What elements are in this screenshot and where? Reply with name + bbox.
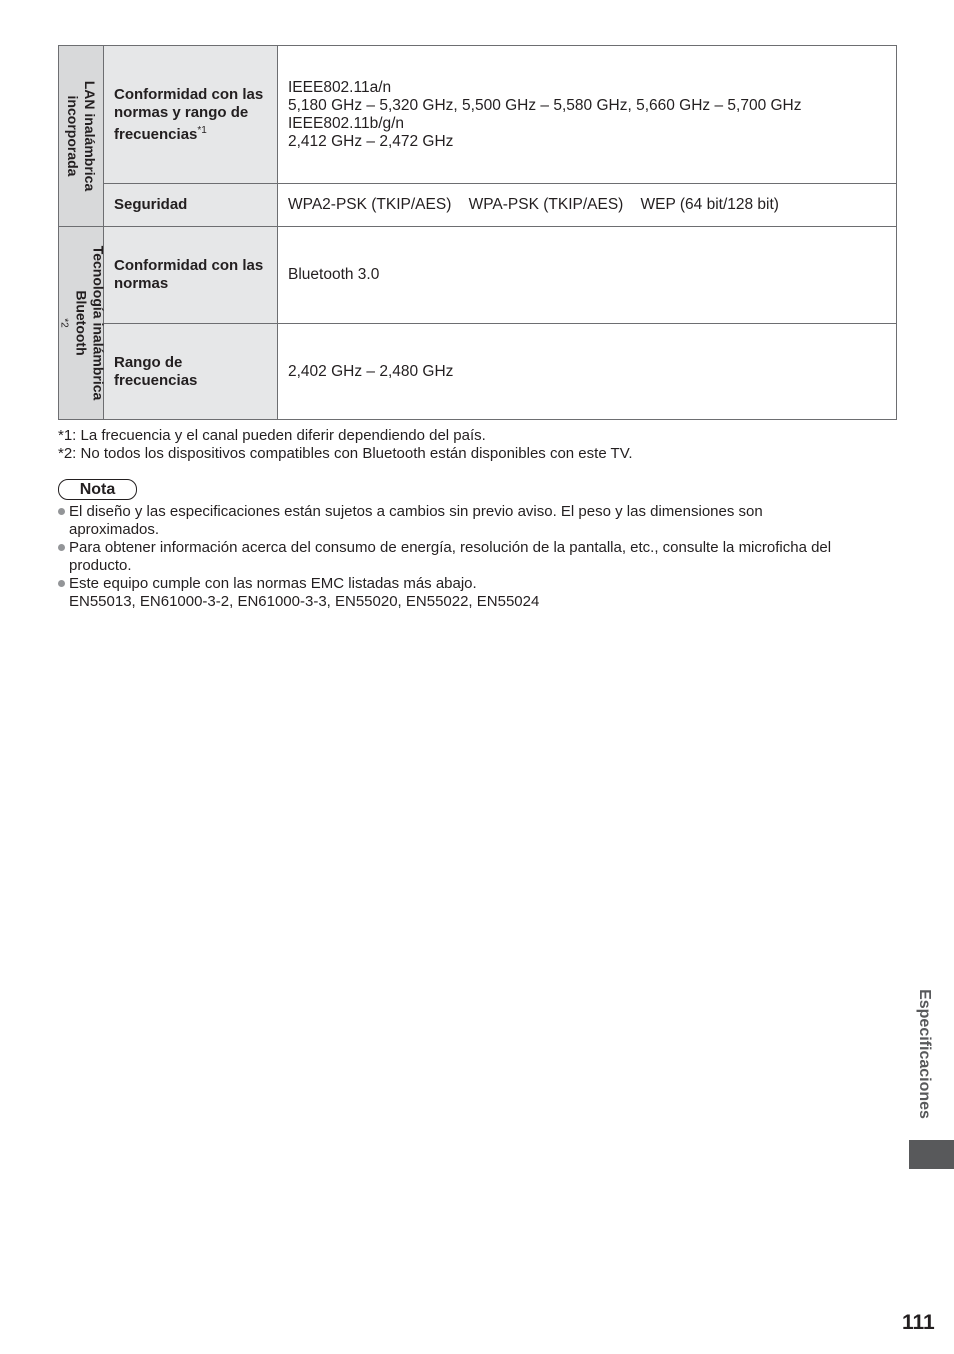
- bullet-icon: [58, 580, 65, 587]
- group-label-line: incorporada: [65, 95, 81, 177]
- row-value: [278, 46, 897, 184]
- value-line: 5,180 GHz – 5,320 GHz, 5,500 GHz – 5,580 GHz, 5,660 GHz – 5,700 GHz: [288, 96, 802, 114]
- table-row: [59, 227, 897, 324]
- row-label-text: Rango de frecuencias: [114, 353, 198, 389]
- list-item: [58, 575, 898, 611]
- row-label: [104, 324, 278, 420]
- note-line: Para obtener información acerca del consumo de energía, resolución de la pantalla, etc., consulte la microficha del: [69, 539, 832, 556]
- note-line: aproximados.: [69, 521, 160, 538]
- row-value: [278, 227, 897, 324]
- nota-list: [58, 503, 898, 611]
- group-label-line: [56, 246, 90, 401]
- footnote: *2: No todos los dispositivos compatibles con Bluetooth están disponibles con este TV.: [58, 445, 633, 462]
- nota-heading: Nota: [58, 479, 137, 500]
- row-label-text: Seguridad: [114, 196, 188, 213]
- row-label-text: Conformidad con las normas y rango de frecuencias: [114, 85, 264, 143]
- row-label: [104, 227, 278, 324]
- value-line: IEEE802.11a/n: [288, 78, 392, 96]
- footnote-ref: *2: [58, 318, 70, 328]
- list-item: [58, 539, 898, 575]
- value-line: 2,402 GHz – 2,480 GHz: [288, 362, 454, 380]
- value-line: 2,412 GHz – 2,472 GHz: [288, 132, 454, 150]
- group-label-line: Tecnología inalámbrica: [90, 245, 107, 401]
- table-row: [59, 184, 897, 227]
- note-line: EN55013, EN61000-3-2, EN61000-3-3, EN55020, EN55022, EN55024: [69, 593, 540, 610]
- value-line: WPA2-PSK (TKIP/AES) WPA-PSK (TKIP/AES) WEP (64 bit/128 bit): [288, 196, 779, 213]
- group-label-bluetooth: [58, 227, 107, 420]
- value-line: Bluetooth 3.0: [288, 266, 380, 283]
- table-row: [59, 46, 897, 184]
- value-line: IEEE802.11b/g/n: [288, 114, 405, 132]
- note-line: El diseño y las especificaciones están sujetos a cambios sin previo aviso. El peso y las dimensiones son: [69, 503, 763, 520]
- footnote: *1: La frecuencia y el canal pueden diferir dependiendo del país.: [58, 427, 486, 444]
- group-label-line-text: Bluetooth: [73, 290, 90, 356]
- table-row: [59, 324, 897, 420]
- footnote-ref: *1: [197, 124, 207, 136]
- row-value: [278, 184, 897, 227]
- list-item: [58, 503, 898, 539]
- section-tab-label: Especificaciones: [916, 989, 933, 1119]
- page-number: 111: [902, 1311, 935, 1334]
- section-tab-marker: [909, 1140, 954, 1169]
- group-label-lan: [59, 46, 104, 227]
- row-value: [278, 324, 897, 420]
- row-label-text: Conformidad con las normas: [114, 257, 264, 292]
- bullet-icon: [58, 544, 65, 551]
- note-line: producto.: [69, 557, 132, 574]
- spec-table: [58, 45, 897, 420]
- group-label-line: LAN inalámbrica: [82, 80, 98, 192]
- row-label: [104, 46, 278, 184]
- bullet-icon: [58, 508, 65, 515]
- row-label: [104, 184, 278, 227]
- note-line: Este equipo cumple con las normas EMC listadas más abajo.: [69, 575, 477, 592]
